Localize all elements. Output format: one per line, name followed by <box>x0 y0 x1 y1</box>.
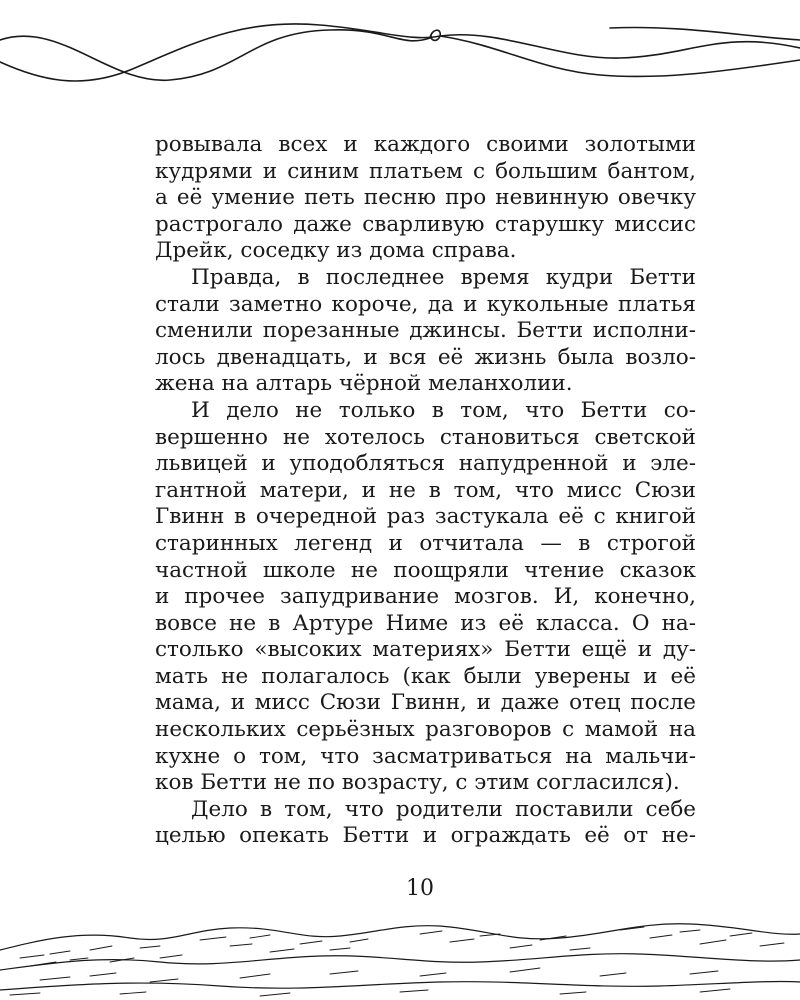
paragraph <box>155 265 696 398</box>
text-line: старинных легенд и отчитала — в строгой <box>155 530 696 556</box>
text-line: Правда, в последнее время кудри Бетти <box>191 264 696 290</box>
text-line: ровывала всех и каждого своими золотыми <box>155 132 696 157</box>
text-line: вершенно не хотелось становиться светской <box>155 424 696 450</box>
text-line: сменили порезанные джинсы. Бетти исполни- <box>155 318 696 344</box>
text-line: и прочее запудривание мозгов. И, конечно, <box>155 584 696 610</box>
text-line: лось двенадцать, и вся её жизнь была возло- <box>155 344 696 370</box>
body-text <box>155 132 696 850</box>
text-line: кудрями и синим платьем с большим бантом, <box>155 158 696 184</box>
text-line: мама, и мисс Сюзи Гвинн, и даже отец после <box>155 690 696 716</box>
text-line: жена на алтарь чёрной меланхолии. <box>155 371 573 397</box>
paragraph <box>155 132 696 265</box>
text-line: И дело не только в том, что Бетти со- <box>191 397 696 423</box>
text-line: стали заметно короче, да и кукольные платья <box>155 291 696 317</box>
text-line: а её умение петь песню про невинную овечку <box>155 185 696 211</box>
text-line: львицей и уподобляться напудренной и эле- <box>155 451 696 477</box>
paragraph <box>155 398 696 797</box>
bottom-landscape-ornament <box>0 900 800 1000</box>
top-swirl-ornament <box>0 0 800 120</box>
text-line: Дело в том, что родители поставили себе <box>191 796 696 822</box>
text-line: нескольких серьёзных разговоров с мамой на <box>155 717 696 743</box>
text-line: мать не полагалось (как были уверены и её <box>155 663 696 689</box>
text-line: столько «высоких материях» Бетти ещё и ду- <box>155 637 696 663</box>
text-line: растрогало даже сварливую старушку миссис <box>155 211 696 237</box>
text-line: Гвинн в очередной раз застукала её с книгой <box>155 504 696 530</box>
text-line: целью опекать Бетти и ограждать её от не- <box>155 823 696 849</box>
page-number: 10 <box>406 876 434 901</box>
text-line: вовсе не в Артуре Ниме из её класса. О на- <box>155 610 696 636</box>
text-line: частной школе не поощряли чтение сказок <box>155 557 696 583</box>
text-line: кухне о том, что засматриваться на мальчи- <box>155 743 696 769</box>
text-line: гантной матери, и не в том, что мисс Сюзи <box>155 477 696 503</box>
text-line: Дрейк, соседку из дома справа. <box>155 238 517 264</box>
text-line: ков Бетти не по возрасту, с этим согласился). <box>155 770 680 796</box>
paragraph <box>155 797 696 850</box>
